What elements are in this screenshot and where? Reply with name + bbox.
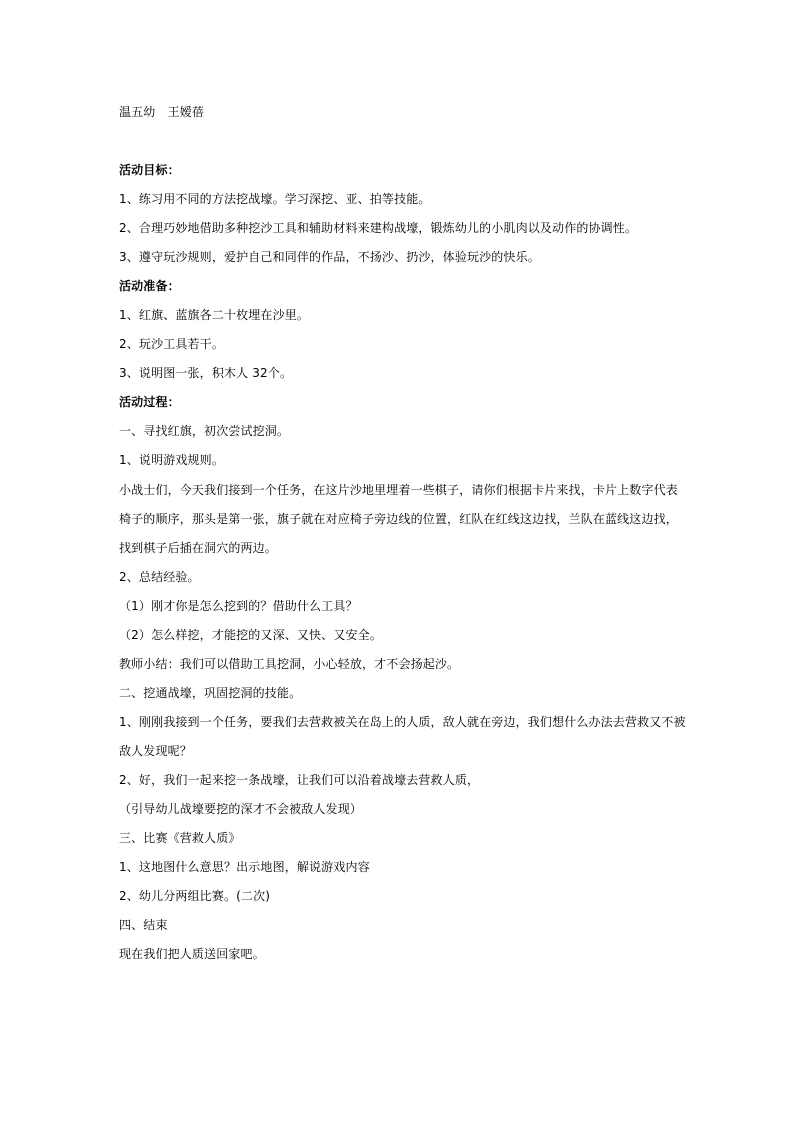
prep-item: 2、玩沙工具若干。 (119, 337, 224, 351)
goal-item: 1、练习用不同的方法挖战壕。学习深挖、亚、拍等技能。 (119, 192, 431, 206)
prep-item: 1、红旗、蓝旗各二十枚埋在沙里。 (119, 308, 310, 322)
process-line: （引导幼儿战壕要挖的深才不会被敌人发现） (119, 802, 363, 816)
goals-heading: 活动目标： (119, 163, 180, 177)
prep-item: 3、说明图一张，积木人 32个。 (119, 366, 293, 380)
process-line: （2）怎么样挖，才能挖的又深、又快、又安全。 (119, 628, 382, 642)
process-line: 1、这地图什么意思？出示地图，解说游戏内容 (119, 860, 370, 874)
process-line: 二、挖通战壕，巩固挖洞的技能。 (119, 686, 302, 700)
author-line: 温五幼 王嫒蓓 (119, 105, 205, 119)
process-line: 一、寻找红旗，初次尝试挖洞。 (119, 424, 290, 438)
process-line: 现在我们把人质送回家吧。 (119, 947, 265, 961)
process-line: 2、好，我们一起来挖一条战壕，让我们可以沿着战壕去营救人质， (119, 773, 480, 787)
process-line: 教师小结：我们可以借助工具挖洞，小心轻放，才不会扬起沙。 (119, 657, 460, 671)
process-line: （1）刚才你是怎么挖到的？借助什么工具？ (119, 599, 358, 613)
process-line: 小战士们，今天我们接到一个任务，在这片沙地里埋着一些棋子，请你们根据卡片来找，卡片上数字代表 (119, 483, 678, 497)
prep-heading: 活动准备： (119, 279, 180, 293)
process-line: 找到棋子后插在洞穴的两边。 (119, 541, 277, 555)
process-line: 敌人发现呢？ (119, 744, 192, 758)
process-line: 三、比赛《营救人质》 (119, 831, 241, 845)
process-line: 四、结束 (119, 918, 168, 932)
process-line: 1、刚刚我接到一个任务，要我们去营救被关在岛上的人质，敌人就在旁边，我们想什么办法去营救又不被 (119, 715, 686, 729)
goal-item: 3、遵守玩沙规则，爱护自己和同伴的作品，不扬沙、扔沙，体验玩沙的快乐。 (119, 250, 540, 264)
process-line: 2、总结经验。 (119, 570, 200, 584)
process-line: 1、说明游戏规则。 (119, 453, 224, 467)
process-line: 椅子的顺序，那头是第一张，旗子就在对应椅子旁边线的位置，红队在红线这边找，兰队在蓝线这边找， (119, 512, 678, 526)
process-heading: 活动过程： (119, 395, 180, 409)
process-line: 2、幼儿分两组比赛。(二次) (119, 889, 271, 903)
goal-item: 2、合理巧妙地借助多种挖沙工具和辅助材料来建构战壕，锻炼幼儿的小肌肉以及动作的协调性。 (119, 221, 638, 235)
